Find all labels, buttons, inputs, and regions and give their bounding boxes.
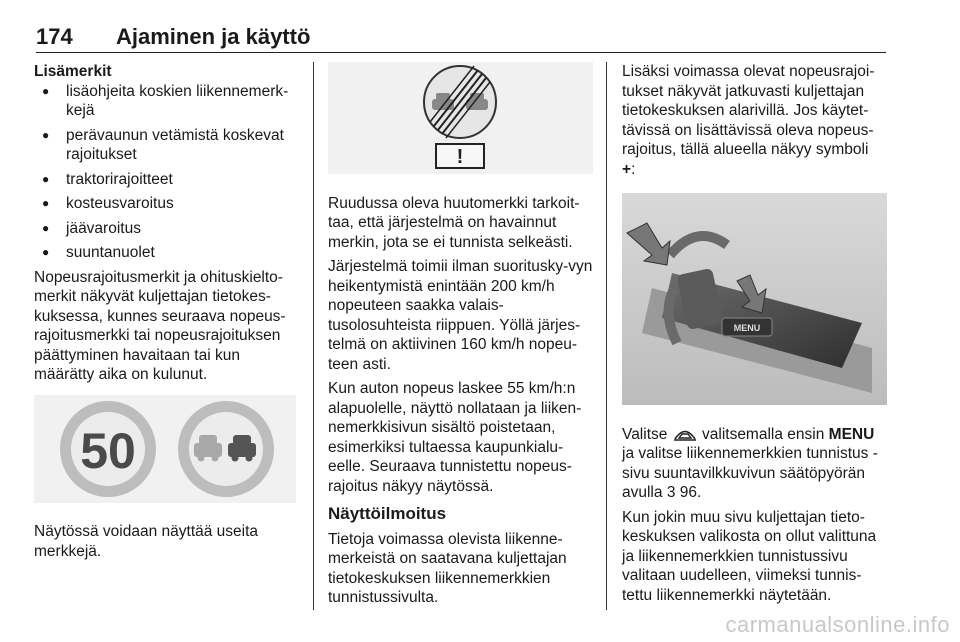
turn-signal-lever-image (622, 193, 887, 411)
column-2 (328, 62, 593, 613)
paragraph (622, 62, 887, 179)
page-header (36, 22, 886, 53)
column-3 (622, 62, 887, 610)
end-of-no-overtaking-sign-icon (424, 66, 496, 138)
paragraph: Tietoja voimassa olevista liikenne-merkeistä on saatavana kuljettajan tietokeskuksen liikennemerkkien tunnistussivulta. (328, 530, 567, 606)
watermark: carmanualsonline.info (725, 612, 950, 637)
paragraph: Ruudussa oleva huutomerkki tarkoit-taa, että järjestelmä on havainnut merkin, jota se ei tunnista selkeästi. (328, 194, 580, 251)
paragraph: Nopeusrajoitusmerkit ja ohituskielto-merkit näkyvät kuljettajan tietokes-kuksessa, kunnes seuraava nopeus-rajoitusmerkki tai nopeusrajoituksen päättyminen havaitaan tai kun määrätty aika on kulunut. (34, 268, 286, 383)
section-heading-naytto: Näyttöilmoitus (328, 504, 447, 523)
paragraph: Kun auton nopeus laskee 55 km/h:n alapuolelle, näyttö nollataan ja liiken-nemerkkisivun sisältö poistetaan, esimerkiksi tultaessa kaupunkialu-eelle. Seuraava tunnistettu nopeus-rajoitus näkyy näytössä. (328, 380, 582, 495)
traffic-sign-page-icon (672, 426, 698, 442)
end-of-no-overtaking-illustration (328, 62, 593, 174)
colon: : (631, 160, 636, 178)
page-reference: 3 96. (666, 484, 702, 501)
svg-text:50: 50 (80, 422, 136, 479)
plus-symbol: + (622, 160, 632, 178)
speed-limit-sign-icon (60, 401, 156, 497)
end-of-restriction-image (328, 62, 593, 180)
paragraph-text: Lisäksi voimassa olevat nopeusrajoi-tukset näkyvät jatkuvasti kuljettajan tietokeskuksen alarivillä. Jos käytet-tävissä on lisättävissä oleva nopeus-rajoitus, tällä alueella näkyy symboli (622, 63, 875, 158)
page-title: Ajaminen ja käyttö (116, 24, 311, 49)
page-number: 174 (36, 24, 73, 49)
no-overtaking-sign-icon (178, 401, 274, 497)
turn-signal-lever-illustration (622, 193, 887, 405)
paragraph-text: valitsemalla ensin (702, 425, 825, 443)
column-divider-2 (606, 62, 607, 610)
paragraph-text: Valitse (622, 425, 668, 443)
paragraph: Näytössä voidaan näyttää useita merkkejä. (34, 523, 259, 560)
list-item: ● jäävaroitus (34, 219, 296, 239)
traffic-signs-image (34, 395, 296, 509)
list-item: ● lisäohjeita koskien liikennemerk-kejä (34, 82, 296, 121)
list-item: ● perävaunun vetämistä koskevat rajoitukset (34, 126, 296, 165)
section-heading-lisamerkit: Lisämerkit (34, 63, 112, 80)
menu-button-label: MENU (828, 425, 875, 443)
svg-text:MENU: MENU (733, 323, 761, 333)
paragraph: Kun jokin muu sivu kuljettajan tieto-keskuksen valikosta on ollut valittuna ja liikennemerkkien tunnistussivu valitaan uudelleen, viimeksi tunnis-tettu liikennemerkki näytetään. (622, 508, 877, 604)
list-item: ● traktorirajoitteet (34, 170, 296, 190)
bullet-list (34, 82, 296, 263)
paragraph (622, 425, 887, 503)
svg-text:!: ! (456, 146, 464, 168)
list-item: ● suuntanuolet (34, 243, 296, 263)
paragraph-text: ja valitse liikennemerkkien tunnistus -sivu suuntavilkkuvivun säätöpyörän avulla (622, 445, 878, 501)
list-item: ● kosteusvaroitus (34, 194, 296, 214)
exclamation-sign-icon (436, 144, 484, 168)
column-1 (34, 62, 296, 566)
paragraph: Järjestelmä toimii ilman suoritusky-vyn heikentymistä enintään 200 km/h nopeuteen saakka valais-tusolosuhteista riippuen. Yöllä järjes-telmä on aktiivinen 160 km/h nopeu-teen asti. (328, 258, 593, 373)
column-divider-1 (313, 62, 314, 610)
traffic-signs-illustration (34, 395, 296, 503)
